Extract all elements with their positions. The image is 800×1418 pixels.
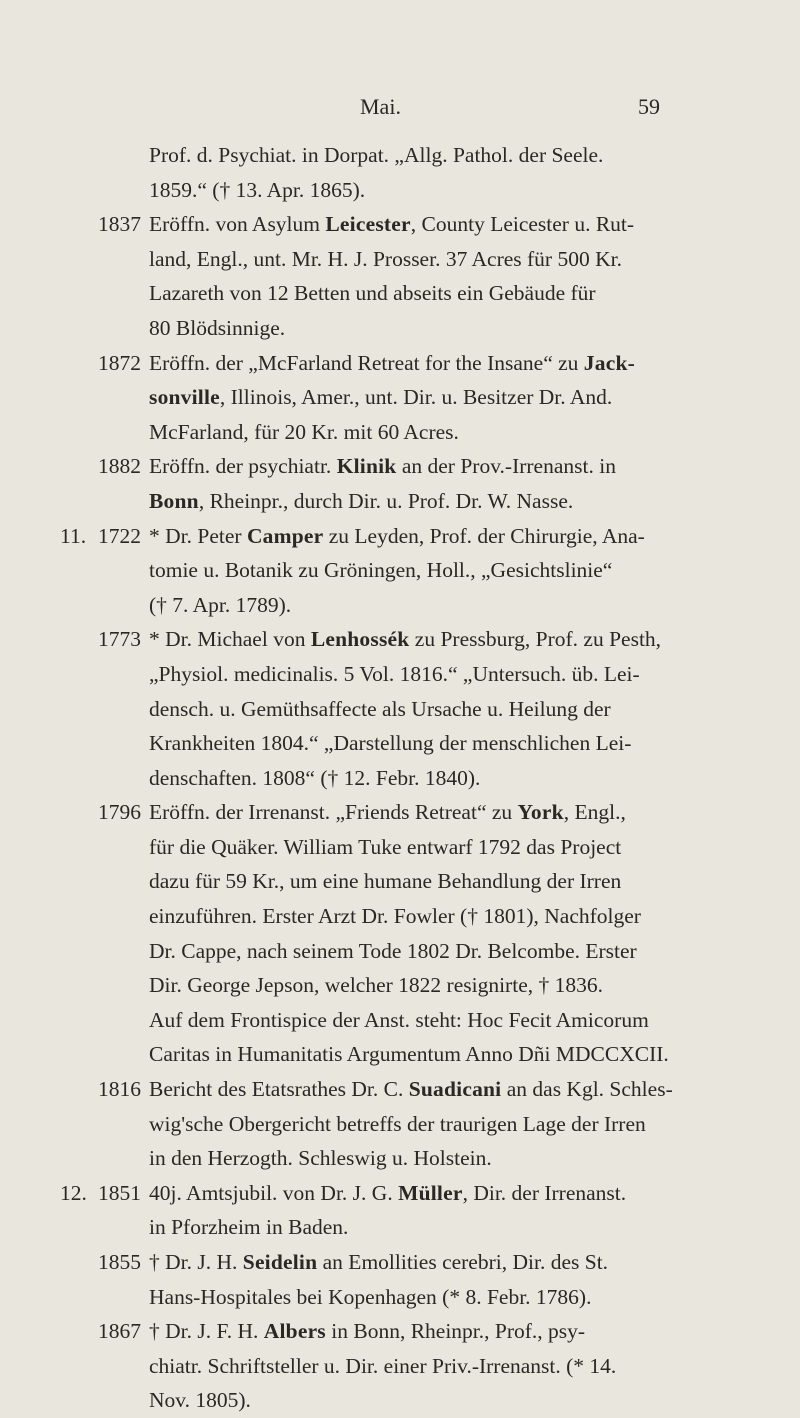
entry-text: Eröffn. von Asylum Leicester, County Leicester u. Rut-: [149, 212, 635, 237]
entry-text: in den Herzogth. Schleswig u. Holstein.: [149, 1146, 492, 1171]
entry-text: 80 Blödsinnige.: [149, 315, 286, 340]
page-number: 59: [638, 94, 660, 119]
highlighted-name: Bonn: [149, 488, 199, 513]
entry-text: Hans-Hospitales bei Kopenhagen (* 8. Febr. 1786).: [149, 1284, 592, 1309]
entry-line: [0, 1107, 800, 1142]
entry-line: [0, 1280, 800, 1315]
entry-text: († 7. Apr. 1789).: [149, 592, 292, 617]
entry-text: Nov. 1805).: [149, 1388, 251, 1413]
calendar-entry: [0, 346, 800, 450]
entry-text: chiatr. Schriftsteller u. Dir. einer Priv.-Irrenanst. (* 14.: [149, 1353, 617, 1378]
entry-text: tomie u. Botanik zu Gröningen, Holl., „Gesichtslinie“: [149, 558, 613, 583]
entry-year: 1796: [98, 800, 141, 825]
entry-line: [0, 934, 800, 969]
entry-text: Eröffn. der „McFarland Retreat for the Insane“ zu Jack-: [149, 350, 635, 375]
entry-year: 1855: [98, 1250, 141, 1274]
entry-line: [0, 1210, 800, 1245]
calendar-entry: [0, 138, 800, 207]
entry-text: Auf dem Frontispice der Anst. steht: Hoc Fecit Amicorum: [149, 1007, 649, 1032]
calendar-entry: [0, 1072, 800, 1176]
calendar-entry: [0, 1176, 800, 1245]
calendar-entry: [0, 207, 800, 345]
entry-year: 1851: [98, 1180, 141, 1205]
entry-text: sonville, Illinois, Amer., unt. Dir. u. Besitzer Dr. And.: [149, 385, 613, 410]
entry-year: 1722: [98, 523, 141, 548]
entry-line: [0, 242, 800, 277]
entry-line: [0, 1176, 800, 1211]
day-number: 12.: [60, 1180, 87, 1205]
highlighted-name: Albers: [263, 1319, 326, 1344]
entry-text: Dr. Cappe, nach seinem Tode 1802 Dr. Belcombe. Erster: [149, 938, 637, 963]
calendar-entry: [0, 1245, 800, 1314]
entry-line: [0, 1072, 800, 1107]
entry-text: dazu für 59 Kr., um eine humane Behandlung der Irren: [149, 869, 622, 894]
calendar-entry: [0, 449, 800, 518]
entry-year: 1773: [98, 627, 141, 652]
entry-line: [0, 311, 800, 346]
entry-line: [0, 380, 800, 415]
calendar-entry: [0, 622, 800, 795]
entry-text: McFarland, für 20 Kr. mit 60 Acres.: [149, 419, 459, 444]
entry-line: [0, 1245, 800, 1280]
entry-line: [0, 657, 800, 692]
entry-line: [0, 830, 800, 865]
entry-text: Bonn, Rheinpr., durch Dir. u. Prof. Dr. W. Nasse.: [149, 488, 574, 513]
entry-text: Krankheiten 1804.“ „Darstellung der menschlichen Lei-: [149, 731, 632, 756]
entry-line: [0, 1349, 800, 1384]
entry-line: [0, 899, 800, 934]
entry-text: Caritas in Humanitatis Argumentum Anno Dñi MDCCXCII.: [149, 1042, 669, 1067]
entry-text: Eröffn. der psychiatr. Klinik an der Prov.-Irrenanst. in: [149, 454, 616, 479]
entry-text: Bericht des Etatsrathes Dr. C. Suadicani an das Kgl. Schles-: [149, 1077, 673, 1102]
calendar-entries: [0, 138, 800, 1418]
entry-text: 1859.“ († 13. Apr. 1865).: [149, 177, 366, 202]
entry-line: [0, 484, 800, 519]
entry-text: wig'sche Obergericht betreffs der traurigen Lage der Irren: [149, 1111, 646, 1136]
highlighted-name: Seidelin: [242, 1250, 318, 1274]
page-header: [0, 94, 800, 124]
entry-line: [0, 588, 800, 623]
entry-text: in Pforzheim in Baden.: [149, 1215, 349, 1240]
entry-line: [0, 415, 800, 450]
running-head-month: Mai.: [360, 94, 401, 119]
day-number: 11.: [60, 523, 87, 548]
entry-line: [0, 138, 800, 173]
highlighted-name: York: [517, 800, 564, 825]
entry-line: [0, 276, 800, 311]
highlighted-name: Camper: [246, 523, 324, 548]
entry-line: [0, 173, 800, 208]
entry-text: Lazareth von 12 Betten und abseits ein Gebäude für: [149, 281, 596, 306]
calendar-entry: [0, 519, 800, 623]
highlighted-name: Müller: [398, 1180, 463, 1205]
entry-line: [0, 622, 800, 657]
entry-line: [0, 1314, 800, 1349]
highlighted-name: Leicester: [325, 212, 411, 237]
entry-text: † Dr. J. H. Seidelin an Emollities cerebri, Dir. des St.: [149, 1250, 609, 1274]
entry-text: für die Quäker. William Tuke entwarf 1792 das Project: [149, 834, 622, 859]
entry-line: [0, 761, 800, 796]
entry-year: 1872: [98, 350, 141, 375]
entry-text: Prof. d. Psychiat. in Dorpat. „Allg. Pathol. der Seele.: [149, 143, 604, 167]
highlighted-name: sonville: [149, 385, 220, 410]
highlighted-name: Lenhossék: [310, 627, 410, 652]
calendar-entry: [0, 795, 800, 1072]
entry-text: „Physiol. medicinalis. 5 Vol. 1816.“ „Untersuch. üb. Lei-: [149, 661, 640, 686]
entry-text: densch. u. Gemüthsaffecte als Ursache u. Heilung der: [149, 696, 611, 721]
entry-text: Eröffn. der Irrenanst. „Friends Retreat“ zu York, Engl.,: [149, 800, 626, 825]
highlighted-name: Suadicani: [408, 1077, 502, 1102]
entry-line: [0, 553, 800, 588]
entry-line: [0, 1003, 800, 1038]
entry-text: Dir. George Jepson, welcher 1822 resignirte, † 1836.: [149, 973, 603, 998]
entry-year: 1816: [98, 1077, 141, 1102]
entry-text: * Dr. Michael von Lenhossék zu Pressburg, Prof. zu Pesth,: [149, 627, 662, 652]
entry-line: [0, 1383, 800, 1418]
entry-year: 1882: [98, 454, 141, 479]
highlighted-name: Klinik: [336, 454, 397, 479]
entry-line: [0, 207, 800, 242]
entry-line: [0, 519, 800, 554]
entry-line: [0, 449, 800, 484]
entry-line: [0, 1037, 800, 1072]
entry-line: [0, 864, 800, 899]
entry-year: 1867: [98, 1319, 141, 1344]
entry-line: [0, 692, 800, 727]
entry-text: 40j. Amtsjubil. von Dr. J. G. Müller, Dir. der Irrenanst.: [149, 1180, 627, 1205]
entry-text: * Dr. Peter Camper zu Leyden, Prof. der Chirurgie, Ana-: [149, 523, 645, 548]
highlighted-name: Jack-: [583, 350, 635, 375]
entry-line: [0, 795, 800, 830]
entry-text: einzuführen. Erster Arzt Dr. Fowler († 1801), Nachfolger: [149, 904, 641, 929]
entry-text: land, Engl., unt. Mr. H. J. Prosser. 37 Acres für 500 Kr.: [149, 246, 622, 271]
entry-year: 1837: [98, 212, 141, 237]
entry-line: [0, 1141, 800, 1176]
entry-line: [0, 346, 800, 381]
entry-text: denschaften. 1808“ († 12. Febr. 1840).: [149, 765, 481, 790]
entry-text: † Dr. J. F. H. Albers in Bonn, Rheinpr., Prof., psy-: [149, 1319, 586, 1344]
entry-line: [0, 726, 800, 761]
entry-line: [0, 968, 800, 1003]
calendar-entry: [0, 1314, 800, 1418]
